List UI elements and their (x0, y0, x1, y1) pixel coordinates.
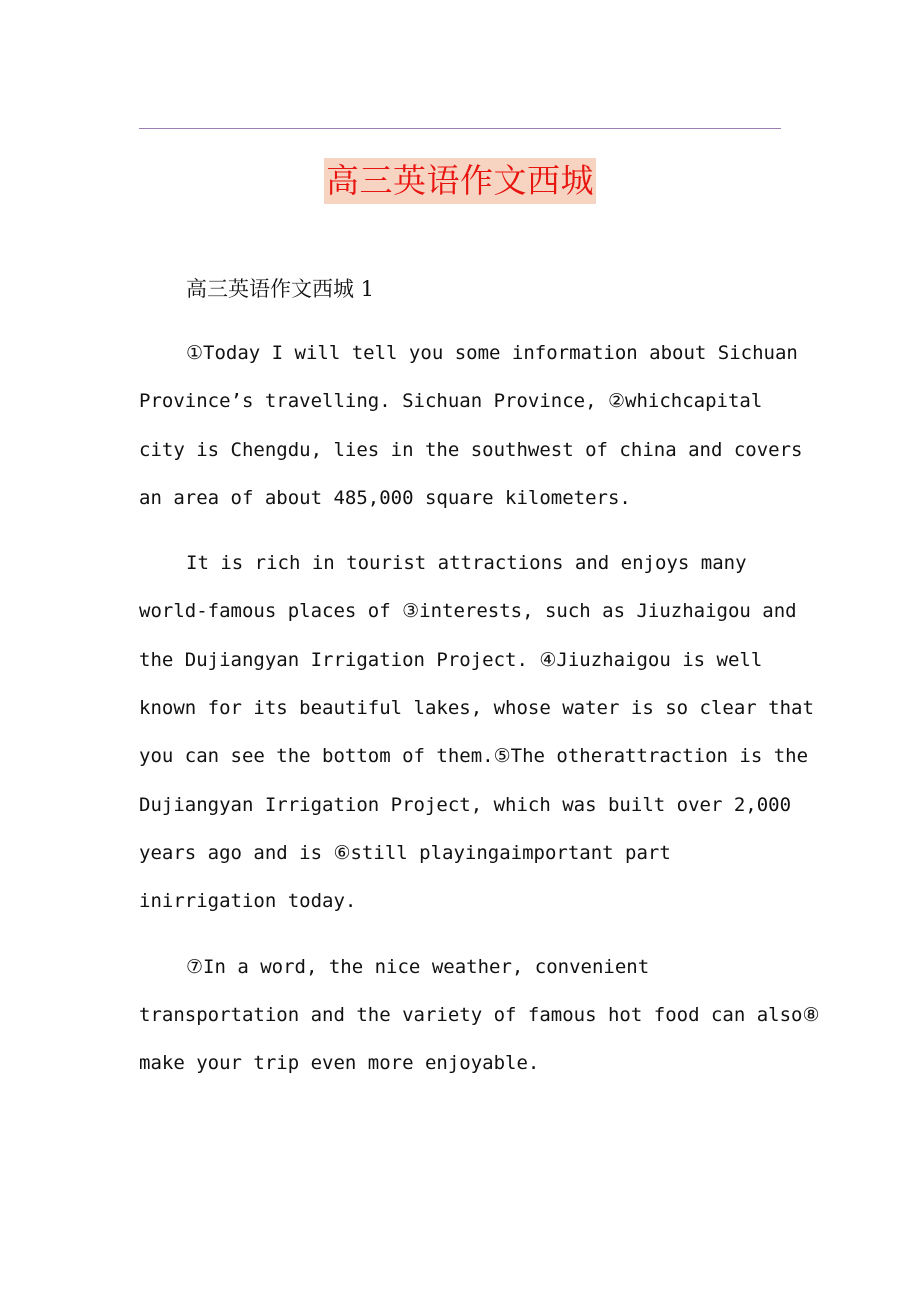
title-container (0, 158, 920, 204)
section-heading: 高三英语作文西城 1 (186, 277, 375, 301)
paragraph-line: an area of about 485,000 square kilometers. (139, 486, 631, 509)
paragraph-3 (139, 943, 829, 1088)
paragraph-line: the Dujiangyan Irrigation Project. ④Jiuzhaigou is well (139, 648, 763, 671)
paragraph-line: inirrigation today. (139, 890, 357, 913)
paragraph-line: years ago and is ⑥still playingaimportant part (139, 841, 671, 864)
document-body (139, 265, 829, 1104)
paragraph-line: city is Chengdu, lies in the southwest of china and covers (139, 438, 803, 461)
paragraph-1 (139, 329, 829, 522)
paragraph-line: make your trip even more enjoyable. (139, 1052, 540, 1075)
paragraph-line: It is rich in tourist attractions and enjoys many (186, 552, 747, 575)
paragraph-line: Province’s travelling. Sichuan Province, ②whichcapital (139, 390, 763, 413)
paragraph-line: known for its beautiful lakes, whose water is so clear that (139, 697, 814, 720)
paragraph-line: you can see the bottom of them.⑤The otherattraction is the (139, 745, 809, 768)
paragraph-line: Dujiangyan Irrigation Project, which was built over 2,000 (139, 793, 792, 816)
paragraph-line: ①Today I will tell you some information about Sichuan (186, 342, 798, 364)
paragraph-line: world-famous places of ③interests, such as Jiuzhaigou and (139, 600, 797, 623)
paragraph-line: transportation and the variety of famous hot food can also⑧ (139, 1003, 820, 1026)
header-rule (139, 128, 781, 129)
paragraph-line: ⑦In a word, the nice weather, convenient (186, 955, 650, 978)
document-title: 高三英语作文西城 (324, 158, 596, 204)
paragraph-2 (139, 539, 829, 925)
